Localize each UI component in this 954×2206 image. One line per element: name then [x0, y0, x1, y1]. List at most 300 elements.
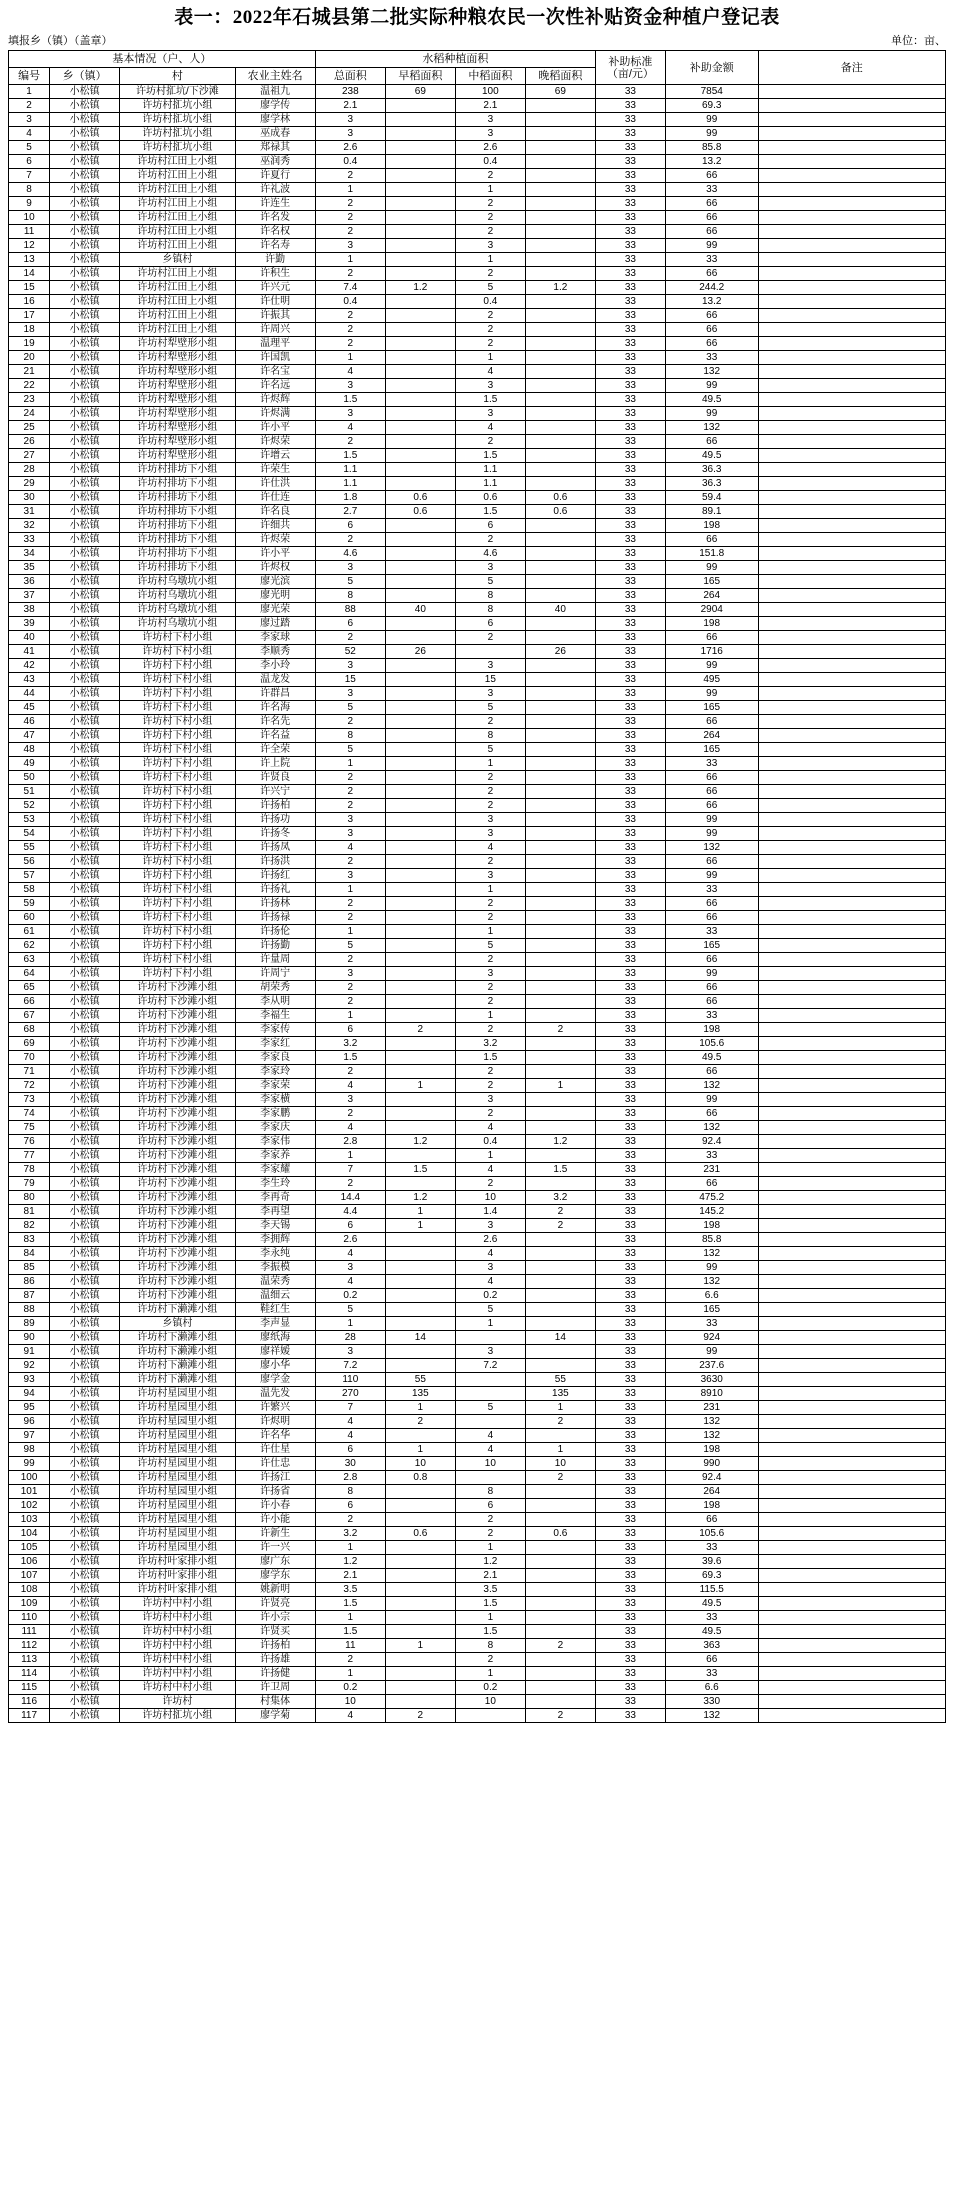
- cell-standard: 33: [595, 1093, 665, 1107]
- cell-amount: 165: [665, 743, 758, 757]
- cell-late-area: [525, 1121, 595, 1135]
- cell-town: 小松镇: [50, 1681, 120, 1695]
- cell-late-area: [525, 295, 595, 309]
- cell-late-area: [525, 1583, 595, 1597]
- cell-total-area: 2: [315, 1107, 385, 1121]
- cell-early-area: [385, 99, 455, 113]
- cell-total-area: 6: [315, 1219, 385, 1233]
- table-row: [9, 869, 946, 883]
- cell-town: 小松镇: [50, 715, 120, 729]
- cell-index: 11: [9, 225, 50, 239]
- cell-village: 许坊村星园里小组: [120, 1499, 235, 1513]
- cell-amount: 99: [665, 827, 758, 841]
- cell-note: [758, 827, 945, 841]
- cell-note: [758, 309, 945, 323]
- cell-note: [758, 701, 945, 715]
- cell-total-area: 4: [315, 1415, 385, 1429]
- cell-farmer-name: 巫成春: [235, 127, 315, 141]
- cell-standard: 33: [595, 533, 665, 547]
- cell-early-area: [385, 253, 455, 267]
- cell-index: 16: [9, 295, 50, 309]
- cell-town: 小松镇: [50, 1457, 120, 1471]
- cell-amount: 69.3: [665, 99, 758, 113]
- cell-note: [758, 519, 945, 533]
- table-row: [9, 1079, 946, 1093]
- cell-standard: 33: [595, 99, 665, 113]
- table-row: [9, 1205, 946, 1219]
- cell-total-area: 28: [315, 1331, 385, 1345]
- cell-index: 56: [9, 855, 50, 869]
- cell-note: [758, 1065, 945, 1079]
- cell-amount: 198: [665, 617, 758, 631]
- cell-total-area: 2.1: [315, 1569, 385, 1583]
- cell-village: 许坊村江田上小组: [120, 169, 235, 183]
- cell-amount: 66: [665, 1177, 758, 1191]
- cell-amount: 36.3: [665, 463, 758, 477]
- cell-index: 76: [9, 1135, 50, 1149]
- cell-early-area: [385, 547, 455, 561]
- cell-standard: 33: [595, 673, 665, 687]
- cell-amount: 99: [665, 1261, 758, 1275]
- cell-mid-area: 2: [455, 225, 525, 239]
- cell-early-area: 1.2: [385, 1191, 455, 1205]
- cell-village: 许坊村星园里小组: [120, 1527, 235, 1541]
- cell-total-area: 1.1: [315, 477, 385, 491]
- cell-note: [758, 925, 945, 939]
- table-row: [9, 477, 946, 491]
- cell-village: 许坊村乌墩坑小组: [120, 603, 235, 617]
- cell-amount: 66: [665, 1653, 758, 1667]
- cell-standard: 33: [595, 1387, 665, 1401]
- cell-total-area: 0.4: [315, 295, 385, 309]
- cell-mid-area: 2: [455, 267, 525, 281]
- cell-note: [758, 491, 945, 505]
- cell-amount: 39.6: [665, 1555, 758, 1569]
- cell-note: [758, 1037, 945, 1051]
- cell-amount: 237.6: [665, 1359, 758, 1373]
- cell-farmer-name: 李家伟: [235, 1135, 315, 1149]
- cell-index: 22: [9, 379, 50, 393]
- cell-early-area: [385, 1289, 455, 1303]
- cell-late-area: [525, 687, 595, 701]
- cell-mid-area: 4: [455, 1429, 525, 1443]
- cell-late-area: [525, 1149, 595, 1163]
- cell-index: 55: [9, 841, 50, 855]
- cell-town: 小松镇: [50, 211, 120, 225]
- table-body: [9, 85, 946, 1723]
- cell-late-area: [525, 239, 595, 253]
- cell-standard: 33: [595, 1569, 665, 1583]
- cell-mid-area: 3: [455, 1093, 525, 1107]
- cell-early-area: [385, 1611, 455, 1625]
- cell-standard: 33: [595, 603, 665, 617]
- cell-late-area: [525, 659, 595, 673]
- table-row: [9, 281, 946, 295]
- cell-amount: 66: [665, 785, 758, 799]
- cell-index: 7: [9, 169, 50, 183]
- cell-index: 115: [9, 1681, 50, 1695]
- cell-index: 14: [9, 267, 50, 281]
- cell-standard: 33: [595, 1709, 665, 1723]
- cell-standard: 33: [595, 1261, 665, 1275]
- cell-index: 42: [9, 659, 50, 673]
- cell-late-area: [525, 1303, 595, 1317]
- cell-standard: 33: [595, 1471, 665, 1485]
- cell-amount: 49.5: [665, 1051, 758, 1065]
- cell-index: 23: [9, 393, 50, 407]
- cell-note: [758, 1317, 945, 1331]
- cell-note: [758, 1401, 945, 1415]
- cell-standard: 33: [595, 1485, 665, 1499]
- cell-note: [758, 631, 945, 645]
- cell-amount: 924: [665, 1331, 758, 1345]
- cell-index: 29: [9, 477, 50, 491]
- cell-early-area: 1.2: [385, 1135, 455, 1149]
- cell-standard: 33: [595, 281, 665, 295]
- cell-mid-area: [455, 1415, 525, 1429]
- cell-amount: 66: [665, 631, 758, 645]
- table-row: [9, 1485, 946, 1499]
- cell-standard: 33: [595, 491, 665, 505]
- cell-town: 小松镇: [50, 169, 120, 183]
- cell-late-area: [525, 1625, 595, 1639]
- cell-total-area: 2.7: [315, 505, 385, 519]
- cell-amount: 165: [665, 1303, 758, 1317]
- cell-mid-area: 1.1: [455, 463, 525, 477]
- cell-index: 66: [9, 995, 50, 1009]
- cell-amount: 66: [665, 1107, 758, 1121]
- cell-village: 许坊村下村小组: [120, 687, 235, 701]
- cell-standard: 33: [595, 463, 665, 477]
- cell-late-area: [525, 715, 595, 729]
- cell-town: 小松镇: [50, 1191, 120, 1205]
- cell-index: 62: [9, 939, 50, 953]
- cell-index: 81: [9, 1205, 50, 1219]
- cell-early-area: [385, 701, 455, 715]
- cell-total-area: 3.2: [315, 1037, 385, 1051]
- cell-note: [758, 883, 945, 897]
- table-row: [9, 813, 946, 827]
- cell-town: 小松镇: [50, 1149, 120, 1163]
- cell-early-area: [385, 1485, 455, 1499]
- cell-total-area: 238: [315, 85, 385, 99]
- cell-note: [758, 771, 945, 785]
- cell-note: [758, 1345, 945, 1359]
- table-row: [9, 1499, 946, 1513]
- cell-town: 小松镇: [50, 1653, 120, 1667]
- cell-late-area: 1: [525, 1401, 595, 1415]
- cell-mid-area: 0.2: [455, 1681, 525, 1695]
- cell-note: [758, 113, 945, 127]
- table-row: [9, 533, 946, 547]
- cell-late-area: [525, 225, 595, 239]
- cell-amount: 132: [665, 1247, 758, 1261]
- cell-farmer-name: 廖小华: [235, 1359, 315, 1373]
- cell-note: [758, 659, 945, 673]
- cell-early-area: [385, 113, 455, 127]
- cell-village: 许坊村㧟坑小组: [120, 1709, 235, 1723]
- cell-town: 小松镇: [50, 239, 120, 253]
- cell-late-area: [525, 1233, 595, 1247]
- cell-amount: 7854: [665, 85, 758, 99]
- table-row: [9, 939, 946, 953]
- cell-town: 小松镇: [50, 407, 120, 421]
- cell-village: 许坊村中村小组: [120, 1597, 235, 1611]
- cell-note: [758, 127, 945, 141]
- cell-amount: 33: [665, 757, 758, 771]
- cell-early-area: 14: [385, 1331, 455, 1345]
- cell-index: 37: [9, 589, 50, 603]
- cell-note: [758, 1639, 945, 1653]
- cell-late-area: [525, 799, 595, 813]
- cell-town: 小松镇: [50, 1387, 120, 1401]
- cell-total-area: 2: [315, 533, 385, 547]
- table-row: [9, 743, 946, 757]
- cell-early-area: 55: [385, 1373, 455, 1387]
- cell-note: [758, 869, 945, 883]
- table-row: [9, 785, 946, 799]
- cell-mid-area: 2: [455, 197, 525, 211]
- cell-farmer-name: 许仕忠: [235, 1457, 315, 1471]
- cell-village: 许坊村江田上小组: [120, 183, 235, 197]
- cell-standard: 33: [595, 757, 665, 771]
- cell-amount: 66: [665, 169, 758, 183]
- cell-village: 许坊村下沙滩小组: [120, 1065, 235, 1079]
- cell-standard: 33: [595, 645, 665, 659]
- cell-note: [758, 1471, 945, 1485]
- cell-standard: 33: [595, 1065, 665, 1079]
- cell-index: 59: [9, 897, 50, 911]
- cell-village: 许坊村下村小组: [120, 855, 235, 869]
- cell-farmer-name: 李福生: [235, 1009, 315, 1023]
- cell-village: 许坊村犁壁形小组: [120, 435, 235, 449]
- header-total-area: 总面积: [315, 68, 385, 85]
- cell-early-area: [385, 1051, 455, 1065]
- cell-index: 19: [9, 337, 50, 351]
- cell-mid-area: 2: [455, 785, 525, 799]
- cell-index: 20: [9, 351, 50, 365]
- cell-farmer-name: 许名益: [235, 729, 315, 743]
- cell-village: 许坊村星园里小组: [120, 1513, 235, 1527]
- cell-late-area: [525, 113, 595, 127]
- cell-village: 许坊村星园里小组: [120, 1471, 235, 1485]
- cell-total-area: 11: [315, 1639, 385, 1653]
- cell-total-area: 3: [315, 1345, 385, 1359]
- cell-total-area: 1: [315, 1149, 385, 1163]
- cell-total-area: 1: [315, 183, 385, 197]
- cell-farmer-name: 许烬辉: [235, 393, 315, 407]
- cell-town: 小松镇: [50, 183, 120, 197]
- cell-standard: 33: [595, 967, 665, 981]
- cell-late-area: [525, 435, 595, 449]
- cell-amount: 33: [665, 351, 758, 365]
- cell-total-area: 4: [315, 1429, 385, 1443]
- table-row: [9, 1303, 946, 1317]
- table-row: [9, 1611, 946, 1625]
- cell-note: [758, 897, 945, 911]
- cell-mid-area: 3: [455, 687, 525, 701]
- cell-standard: 33: [595, 309, 665, 323]
- cell-index: 21: [9, 365, 50, 379]
- cell-early-area: [385, 967, 455, 981]
- cell-index: 89: [9, 1317, 50, 1331]
- table-row: [9, 1247, 946, 1261]
- table-row: [9, 883, 946, 897]
- cell-farmer-name: 廖学金: [235, 1373, 315, 1387]
- cell-town: 小松镇: [50, 1037, 120, 1051]
- cell-amount: 99: [665, 407, 758, 421]
- cell-note: [758, 1611, 945, 1625]
- cell-farmer-name: 许扬省: [235, 1485, 315, 1499]
- table-row: [9, 757, 946, 771]
- cell-late-area: [525, 351, 595, 365]
- cell-early-area: [385, 337, 455, 351]
- cell-mid-area: 1: [455, 1611, 525, 1625]
- cell-village: 许坊村星园里小组: [120, 1443, 235, 1457]
- cell-farmer-name: 李家庆: [235, 1121, 315, 1135]
- cell-town: 小松镇: [50, 1443, 120, 1457]
- cell-early-area: [385, 1653, 455, 1667]
- cell-amount: 66: [665, 981, 758, 995]
- cell-town: 小松镇: [50, 1065, 120, 1079]
- cell-total-area: 4: [315, 421, 385, 435]
- cell-total-area: 2: [315, 1065, 385, 1079]
- cell-farmer-name: 廖纸海: [235, 1331, 315, 1345]
- cell-village: 许坊村下村小组: [120, 813, 235, 827]
- cell-mid-area: 8: [455, 729, 525, 743]
- cell-index: 110: [9, 1611, 50, 1625]
- cell-note: [758, 799, 945, 813]
- cell-farmer-name: 许仕洪: [235, 477, 315, 491]
- cell-late-area: 2: [525, 1023, 595, 1037]
- cell-mid-area: 2: [455, 435, 525, 449]
- cell-amount: 33: [665, 883, 758, 897]
- cell-mid-area: 2: [455, 169, 525, 183]
- cell-total-area: 1: [315, 757, 385, 771]
- cell-total-area: 3.2: [315, 1527, 385, 1541]
- cell-late-area: [525, 869, 595, 883]
- cell-farmer-name: 温祖九: [235, 85, 315, 99]
- cell-farmer-name: 温理平: [235, 337, 315, 351]
- table-row: [9, 253, 946, 267]
- cell-village: 许坊村下濑滩小组: [120, 1345, 235, 1359]
- cell-standard: 33: [595, 785, 665, 799]
- cell-index: 105: [9, 1541, 50, 1555]
- cell-mid-area: 2: [455, 337, 525, 351]
- cell-late-area: [525, 855, 595, 869]
- cell-late-area: 1: [525, 1079, 595, 1093]
- cell-amount: 132: [665, 1415, 758, 1429]
- table-row: [9, 1345, 946, 1359]
- cell-mid-area: 1.5: [455, 449, 525, 463]
- cell-late-area: 10: [525, 1457, 595, 1471]
- table-row: [9, 365, 946, 379]
- cell-standard: 33: [595, 1695, 665, 1709]
- cell-total-area: 2: [315, 799, 385, 813]
- cell-note: [758, 715, 945, 729]
- cell-mid-area: 1: [455, 1541, 525, 1555]
- cell-index: 48: [9, 743, 50, 757]
- cell-total-area: 3.5: [315, 1583, 385, 1597]
- cell-farmer-name: 李小玲: [235, 659, 315, 673]
- cell-note: [758, 757, 945, 771]
- cell-late-area: [525, 379, 595, 393]
- cell-standard: 33: [595, 505, 665, 519]
- table-row: [9, 1163, 946, 1177]
- cell-standard: 33: [595, 827, 665, 841]
- cell-total-area: 1: [315, 925, 385, 939]
- cell-index: 58: [9, 883, 50, 897]
- cell-early-area: [385, 1107, 455, 1121]
- table-row: [9, 1331, 946, 1345]
- cell-total-area: 2: [315, 211, 385, 225]
- cell-town: 小松镇: [50, 897, 120, 911]
- cell-farmer-name: 许烬满: [235, 407, 315, 421]
- cell-farmer-name: 许扬柏: [235, 799, 315, 813]
- cell-farmer-name: 许烬权: [235, 561, 315, 575]
- cell-standard: 33: [595, 925, 665, 939]
- cell-index: 65: [9, 981, 50, 995]
- cell-total-area: 3: [315, 967, 385, 981]
- cell-town: 小松镇: [50, 155, 120, 169]
- cell-total-area: 6: [315, 617, 385, 631]
- cell-mid-area: 3: [455, 113, 525, 127]
- cell-standard: 33: [595, 1219, 665, 1233]
- cell-town: 小松镇: [50, 1709, 120, 1723]
- cell-index: 87: [9, 1289, 50, 1303]
- cell-village: 许坊村下沙滩小组: [120, 1205, 235, 1219]
- cell-village: 许坊村下村小组: [120, 967, 235, 981]
- cell-early-area: [385, 617, 455, 631]
- cell-standard: 33: [595, 1107, 665, 1121]
- table-row: [9, 1597, 946, 1611]
- cell-town: 小松镇: [50, 1163, 120, 1177]
- cell-amount: 475.2: [665, 1191, 758, 1205]
- cell-mid-area: 1.1: [455, 477, 525, 491]
- cell-town: 小松镇: [50, 85, 120, 99]
- cell-mid-area: 4: [455, 1275, 525, 1289]
- cell-amount: 151.8: [665, 547, 758, 561]
- cell-early-area: [385, 1009, 455, 1023]
- cell-total-area: 3: [315, 1093, 385, 1107]
- cell-late-area: [525, 981, 595, 995]
- cell-index: 51: [9, 785, 50, 799]
- cell-note: [758, 1569, 945, 1583]
- cell-note: [758, 99, 945, 113]
- cell-index: 99: [9, 1457, 50, 1471]
- cell-note: [758, 449, 945, 463]
- cell-total-area: 14.4: [315, 1191, 385, 1205]
- cell-town: 小松镇: [50, 421, 120, 435]
- cell-late-area: [525, 253, 595, 267]
- table-row: [9, 995, 946, 1009]
- table-row: [9, 1555, 946, 1569]
- cell-total-area: 15: [315, 673, 385, 687]
- cell-total-area: 5: [315, 1303, 385, 1317]
- cell-index: 47: [9, 729, 50, 743]
- cell-late-area: [525, 967, 595, 981]
- cell-village: 许坊村下村小组: [120, 869, 235, 883]
- cell-late-area: [525, 1177, 595, 1191]
- cell-late-area: [525, 393, 595, 407]
- cell-late-area: [525, 757, 595, 771]
- cell-late-area: [525, 911, 595, 925]
- cell-early-area: 69: [385, 85, 455, 99]
- cell-total-area: 2: [315, 981, 385, 995]
- table-row: [9, 897, 946, 911]
- cell-note: [758, 785, 945, 799]
- cell-amount: 2904: [665, 603, 758, 617]
